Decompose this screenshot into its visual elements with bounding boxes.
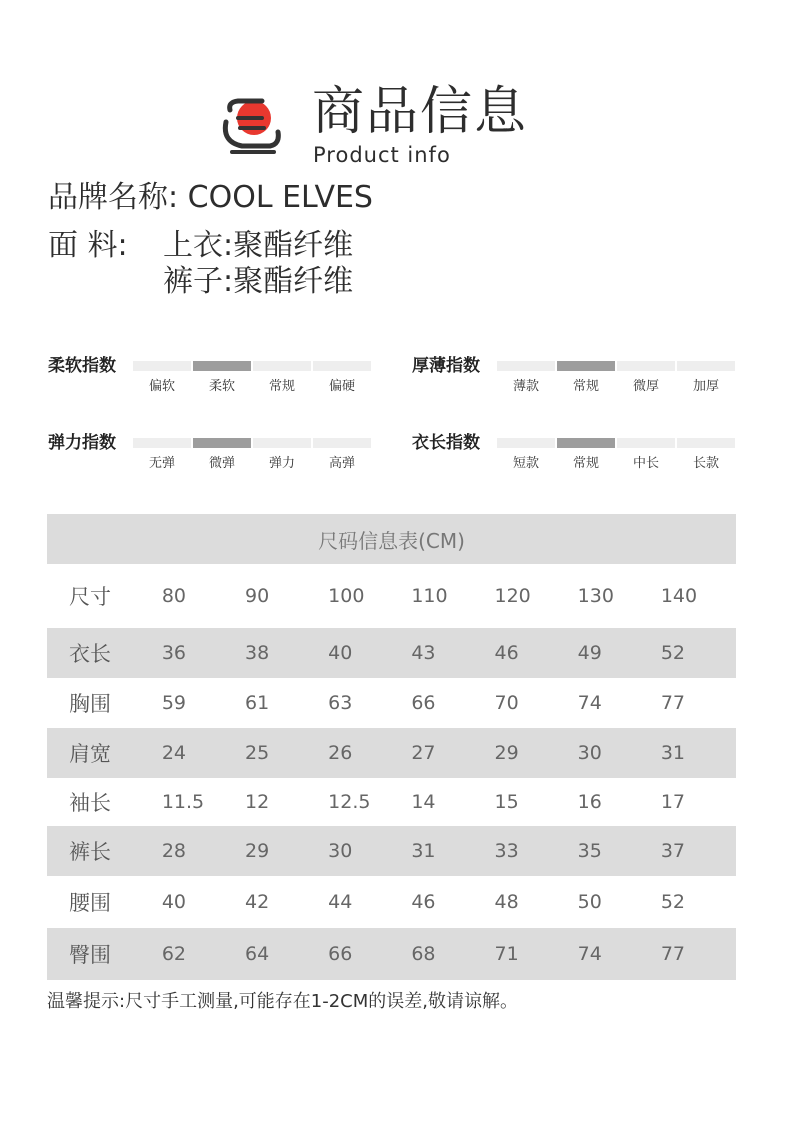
scale-option: 长款 [692,456,719,471]
table-cell: 62 [161,943,186,965]
table-row [47,628,736,678]
scale-segment [557,361,615,394]
scale-option: 常规 [572,379,599,394]
row-label: 袖长 [69,791,111,815]
table-cell: 28 [161,840,186,862]
scale-option: 柔软 [208,379,235,394]
table-row [47,928,736,980]
table-row [47,826,736,876]
scale-segment [253,438,311,471]
elasticity-scale [133,438,371,471]
scale-segment [193,438,251,471]
table-cell: 52 [660,642,686,664]
scale-bar-selected [557,438,615,448]
scale-bar [617,438,675,448]
scale-option: 中长 [632,456,659,471]
page-title: 商品信息 [312,82,529,142]
scale-segment [133,438,191,471]
page-subtitle: Product info [313,143,451,167]
table-cell: 25 [244,742,270,764]
table-cell: 63 [328,692,353,714]
table-cell: 46 [411,891,436,913]
table-cell: 40 [328,642,353,664]
scale-option: 高弹 [328,456,355,471]
table-cell: 30 [328,840,353,862]
brand-line [48,178,373,218]
row-label: 衣长 [69,642,111,666]
table-cell: 43 [411,642,436,664]
thickness-scale [497,361,735,394]
measurement-note: 温馨提示:尺寸手工测量,可能存在1-2CM的误差,敬请谅解。 [47,991,519,1012]
table-cell: 46 [494,642,519,664]
table-cell: 90 [244,585,270,607]
table-cell: 140 [660,585,698,607]
scale-bar [677,438,735,448]
table-cell: 17 [660,791,686,813]
size-table-title: 尺码信息表(CM) [318,528,465,553]
row-label: 肩宽 [69,742,111,766]
table-cell: 110 [411,585,448,607]
table-cell: 38 [244,642,270,664]
scale-option: 弹力 [268,456,295,471]
table-cell: 59 [161,692,186,714]
table-cell: 29 [244,840,270,862]
table-cell: 24 [161,742,186,764]
size-table [47,514,736,980]
softness-index [48,355,116,377]
table-cell: 29 [494,742,519,764]
scale-segment [617,438,675,471]
table-row [47,778,736,826]
table-row [47,564,736,628]
length-index [412,432,480,454]
table-cell: 50 [577,891,602,913]
brand-value: COOL ELVES [187,180,373,215]
table-cell: 61 [244,692,270,714]
table-cell: 12 [244,791,270,813]
row-label: 臀围 [69,943,111,967]
table-cell: 71 [494,943,519,965]
table-cell: 14 [411,791,436,813]
index-label: 厚薄指数 [412,356,480,376]
scale-segment [133,361,191,394]
index-label: 弹力指数 [48,433,116,453]
scale-option: 常规 [268,379,295,394]
row-label: 裤长 [69,840,111,864]
table-cell: 36 [161,642,186,664]
table-cell: 27 [411,742,436,764]
scale-segment [617,361,675,394]
scale-option: 偏软 [148,379,175,394]
scale-segment [557,438,615,471]
elasticity-index [48,432,116,454]
scale-bar-selected [193,361,251,371]
index-label: 柔软指数 [48,356,116,376]
scale-bar-selected [193,438,251,448]
table-cell: 77 [660,943,686,965]
table-row [47,876,736,928]
table-cell: 44 [328,891,353,913]
scale-bar [313,361,371,371]
scale-bar [313,438,371,448]
scale-option: 微弹 [208,456,235,471]
row-label: 腰围 [69,891,111,915]
table-cell: 66 [328,943,353,965]
scale-segment [677,361,735,394]
scale-segment [193,361,251,394]
table-cell: 74 [577,943,602,965]
table-cell: 52 [660,891,686,913]
scale-bar [617,361,675,371]
table-cell: 64 [244,943,270,965]
scale-segment [313,438,371,471]
scale-bar [497,361,555,371]
table-cell: 31 [660,742,686,764]
scale-option: 偏硬 [328,379,355,394]
scale-option: 薄款 [512,379,539,394]
scale-option: 常规 [572,456,599,471]
brand-label: 品牌名称: [48,180,179,215]
scale-segment [253,361,311,394]
product-info-logo-icon [218,92,288,162]
thickness-index [412,355,480,377]
table-cell: 70 [494,692,519,714]
table-cell: 31 [411,840,436,862]
scale-segment [313,361,371,394]
table-cell: 120 [494,585,531,607]
scale-bar [253,438,311,448]
table-cell: 77 [660,692,686,714]
table-cell: 40 [161,891,186,913]
table-cell: 30 [577,742,602,764]
scale-option: 无弹 [148,456,175,471]
table-cell: 74 [577,692,602,714]
table-cell: 26 [328,742,353,764]
table-cell: 66 [411,692,436,714]
scale-bar [497,438,555,448]
scale-option: 短款 [512,456,539,471]
scale-segment [497,361,555,394]
row-label: 胸围 [69,692,111,716]
scale-option: 微厚 [632,379,659,394]
table-cell: 130 [577,585,614,607]
scale-segment [497,438,555,471]
table-cell: 11.5 [161,791,205,813]
table-cell: 35 [577,840,602,862]
scale-bar [677,361,735,371]
scale-bar-selected [557,361,615,371]
table-cell: 68 [411,943,436,965]
table-cell: 42 [244,891,270,913]
table-cell: 49 [577,642,602,664]
table-cell: 48 [494,891,519,913]
scale-bar [253,361,311,371]
table-cell: 16 [577,791,602,813]
fabric-label: 面 料: [48,228,128,263]
length-scale [497,438,735,471]
table-cell: 12.5 [328,791,371,813]
table-row [47,678,736,728]
scale-bar [133,361,191,371]
table-cell: 37 [660,840,686,862]
fabric-top: 上衣:聚酯纤维 [163,228,354,263]
softness-scale [133,361,371,394]
table-cell: 33 [494,840,519,862]
scale-bar [133,438,191,448]
table-row [47,728,736,778]
table-cell: 100 [328,585,365,607]
scale-option: 加厚 [692,379,719,394]
table-cell: 15 [494,791,519,813]
table-cell: 80 [161,585,186,607]
index-label: 衣长指数 [412,433,480,453]
scale-segment [677,438,735,471]
row-label: 尺寸 [69,585,111,609]
fabric-pants: 裤子:聚酯纤维 [163,264,354,299]
